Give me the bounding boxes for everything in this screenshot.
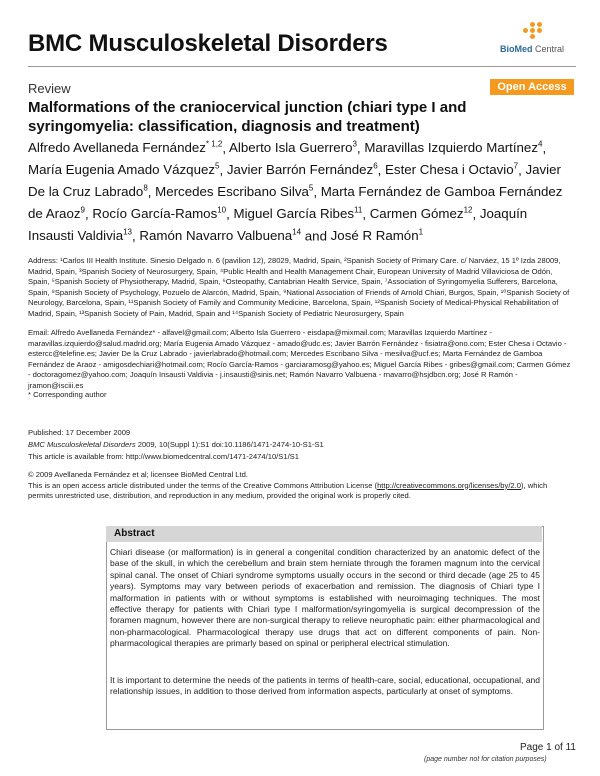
abstract-header-bar [106,526,542,542]
license-link[interactable]: http://creativecommons.org/licenses/by/2.0 [377,480,521,490]
author-name: María Eugenia Amado Vázquez$^5$ [28,162,220,178]
author-name: Miguel García Ribes$^{11}$ [233,206,363,222]
author-affiliation: * 1,2 [205,140,223,149]
author-affiliation: 10 [217,206,227,216]
author-name: Rocío García-Ramos$^{10}$ [92,206,227,222]
article-type: Review [28,81,71,96]
author-name: Joaquín Insausti Valdivia$^{13}$ [28,206,528,244]
author-affiliation: 12 [463,206,473,216]
author-affiliation: 9 [80,206,85,216]
author-emails: Email: Alfredo Avellaneda Fernández* - alfavel@gmail.com; Alberto Isla Guerrero - eisdapa@mixmail.com; Maravillas Izquierdo Martínez - maravillas.izquierdo@salud.madrid.org; María Eugenia Amado Vázquez - amado@udc.es; Javier Barrón Fernández - fisiatra@ono.com; Ester Chesa i Octavio - estercc@telefine.es; Javier De la Cruz Labrado - javierlabrado@hotmail.com; Mercedes Escribano Silva - mesilva@ucf.es; Marta Fernández de Gamboa Fernández de Araoz - amigosdechiari@hotmail.com; Rocío García-Ramos - garciaramosg@yahoo.es; Miguel García Ribes - gribes@gmail.com; Carmen Gómez - doctoragomez@yahoo.com; Joaquín Insausti Valdivia - j.insausti@sinis.net; Ramón Navarro Valbuena - rnavarro@hsjdbcn.org; José R Ramón - jramon@isciii.es [28,328,571,390]
publication-info [28,428,574,464]
author-affiliation: 6 [373,162,378,172]
author-name: Marta Fernández de Gamboa Fernández de Araoz$^9$ [28,184,563,222]
abstract-heading: Abstract [114,528,155,539]
author-name: Maravillas Izquierdo Martínez$^4$ [364,140,543,156]
page-number: Page 1 of 11 [520,742,576,753]
author-name: Javier Barrón Fernández$^6$ [226,162,378,178]
author-name: Alberto Isla Guerrero$^3$ [229,140,357,156]
biomed-central-logo[interactable] [500,22,576,56]
author-affiliation: 14 [292,228,302,238]
journal-title: BMC Musculoskeletal Disorders [28,30,388,57]
author-affiliation: 8 [143,184,148,194]
author-affiliation: 5 [215,162,220,172]
license-text: This is an open access article distributed under the terms of the Creative Commons Attribution License (http://creativecommons.org/licenses/by/2.0), which permits unrestricted use, distribution, and reproduction in any medium, provided the original work is properly cited. [28,480,548,501]
author-affiliation: 5 [308,184,314,194]
citation: BMC Musculoskeletal Disorders 2009, 10(Suppl 1):S1 doi:10.1186/1471-2474-10-S1-S1 [28,440,324,450]
published-date: Published: 17 December 2009 [28,428,131,437]
copyright-block [28,470,574,502]
author-affiliation: 13 [123,228,133,238]
copyright-line: © 2009 Avellaneda Fernández et al; licensee BioMed Central Ltd. [28,470,248,479]
author-name: Mercedes Escribano Silva$^5$ [155,184,314,200]
page-number-note: (page number not for citation purposes) [424,756,547,763]
corresponding-author-note: * Corresponding author [28,390,107,399]
author-affiliation: 7 [513,162,519,172]
author-name: Javier De la Cruz Labrado$^8$ [28,162,561,200]
article-title: Malformations of the craniocervical junction (chiari type I and syringomyelia: classification, diagnosis and treatment) [28,99,467,135]
author-name: Alfredo Avellaneda Fernández$^{* 1,2}$ [28,140,223,156]
biomed-central-wordmark: BioMed Central [500,44,565,54]
author-affiliation: 3 [352,140,357,149]
author-affiliation: 1 [418,228,424,238]
author-affiliation: 11 [354,206,363,216]
open-access-badge: Open Access [490,79,574,95]
article-url[interactable]: This article is available from: http://www.biomedcentral.com/1471-2474/10/S1/S1 [28,452,299,462]
author-name: Ester Chesa i Octavio$^7$ [385,162,519,178]
author-name: Carmen Gómez$^{12}$ [369,206,473,222]
abstract-paragraph-1: Chiari disease (or malformation) is in general a congenital condition characterized by an anatomic defect of the base of the skull, in which the cerebellum and brain stem herniate through the foramen magnum into the cervical spinal canal. The onset of Chiari syndrome symptoms usually occurs in the second or third decade (age 25 to 45 years). Symptoms may vary between periods of exacerbation and remission. The diagnosis of Chiari type I malformation in patients with or without symptoms is established with neuroimaging techniques. The most effective therapy for patients with Chiari type I malformation/syringomyelia is surgical decompression of the foramen magnum, however there are non-surgical therapy to relieve neurophatic pain: either pharmacological and non-pharmacological. Pharmacological therapy use drugs that act on different components of pain. Non-pharmacological therapies are primarly based on spinal or peripheral electrical stimulation. [110,547,540,649]
author-list: Alfredo Avellaneda Fernández$^{* 1,2}$, Alberto Isla Guerrero$^3$, Maravillas Izquierdo Martínez$^4$, María Eugenia Amado Vázquez$^5$, Javier Barrón Fernández$^6$, Ester Chesa i Octavio$^7$, Javier De la Cruz Labrado$^8$, Mercedes Escribano Silva$^5$, Marta Fernández de Gamboa Fernández de Araoz$^9$, Rocío García-Ramos$^{10}$, Miguel García Ribes$^{11}$, Carmen Gómez$^{12}$, Joaquín Insausti Valdivia$^{13}$, Ramón Navarro Valbuena$^{14}$ and José R Ramón$^1$ [28,140,563,244]
author-addresses: Address: ¹Carlos III Health Institute. Sinesio Delgado n. 6 (pavilion 12), 28029, Madrid, Spain, ²Spanish Society of Primary Care. c/ Narváez, 15 1º Izda 28009, Madrid, Spain, ³Spanish Society of Neurosurgery, Spain, ⁴Public Health and Health Management Chair, European University of Madrid Villaviciosa de Odón, Spain, ⁵Spanish Society of Physiotherapy, Madrid, Spain, ⁶Osteopathy, Cantabrian Health Service, Spain, ⁷Association of Syringomyelia Sufferers, Barcelona, Spain, ⁸Spanish Society of Psychology, Pozuelo de Alarcón, Madrid, Spain, ⁹National Association of Friends of Arnold Chiari, Burgos, Spain, ¹⁰Spanish Society of Neurology, Barcelona, Spain, ¹¹Spanish Society of Family and Community Medicine, Barcelona, Spain, ¹²Spanish Society of Medical-Physical Rehabilitation of Madrid, Spain, ¹³Spanish Society of Pain, Madrid, Spain and ¹⁴Spanish Society of Pediatric Neurosurgery, Spain [28,256,570,318]
abstract-paragraph-2: It is important to determine the needs of the patients in terms of health-care, social, educational, occupational, and relationship issues, in addition to those derived from information aspects, particularly at onset of symptoms. [110,675,540,697]
author-name: José R Ramón$^1$ [330,228,424,244]
author-name: Ramón Navarro Valbuena$^{14}$ [139,228,302,244]
author-affiliation: 4 [537,140,543,149]
header-divider [28,66,576,67]
